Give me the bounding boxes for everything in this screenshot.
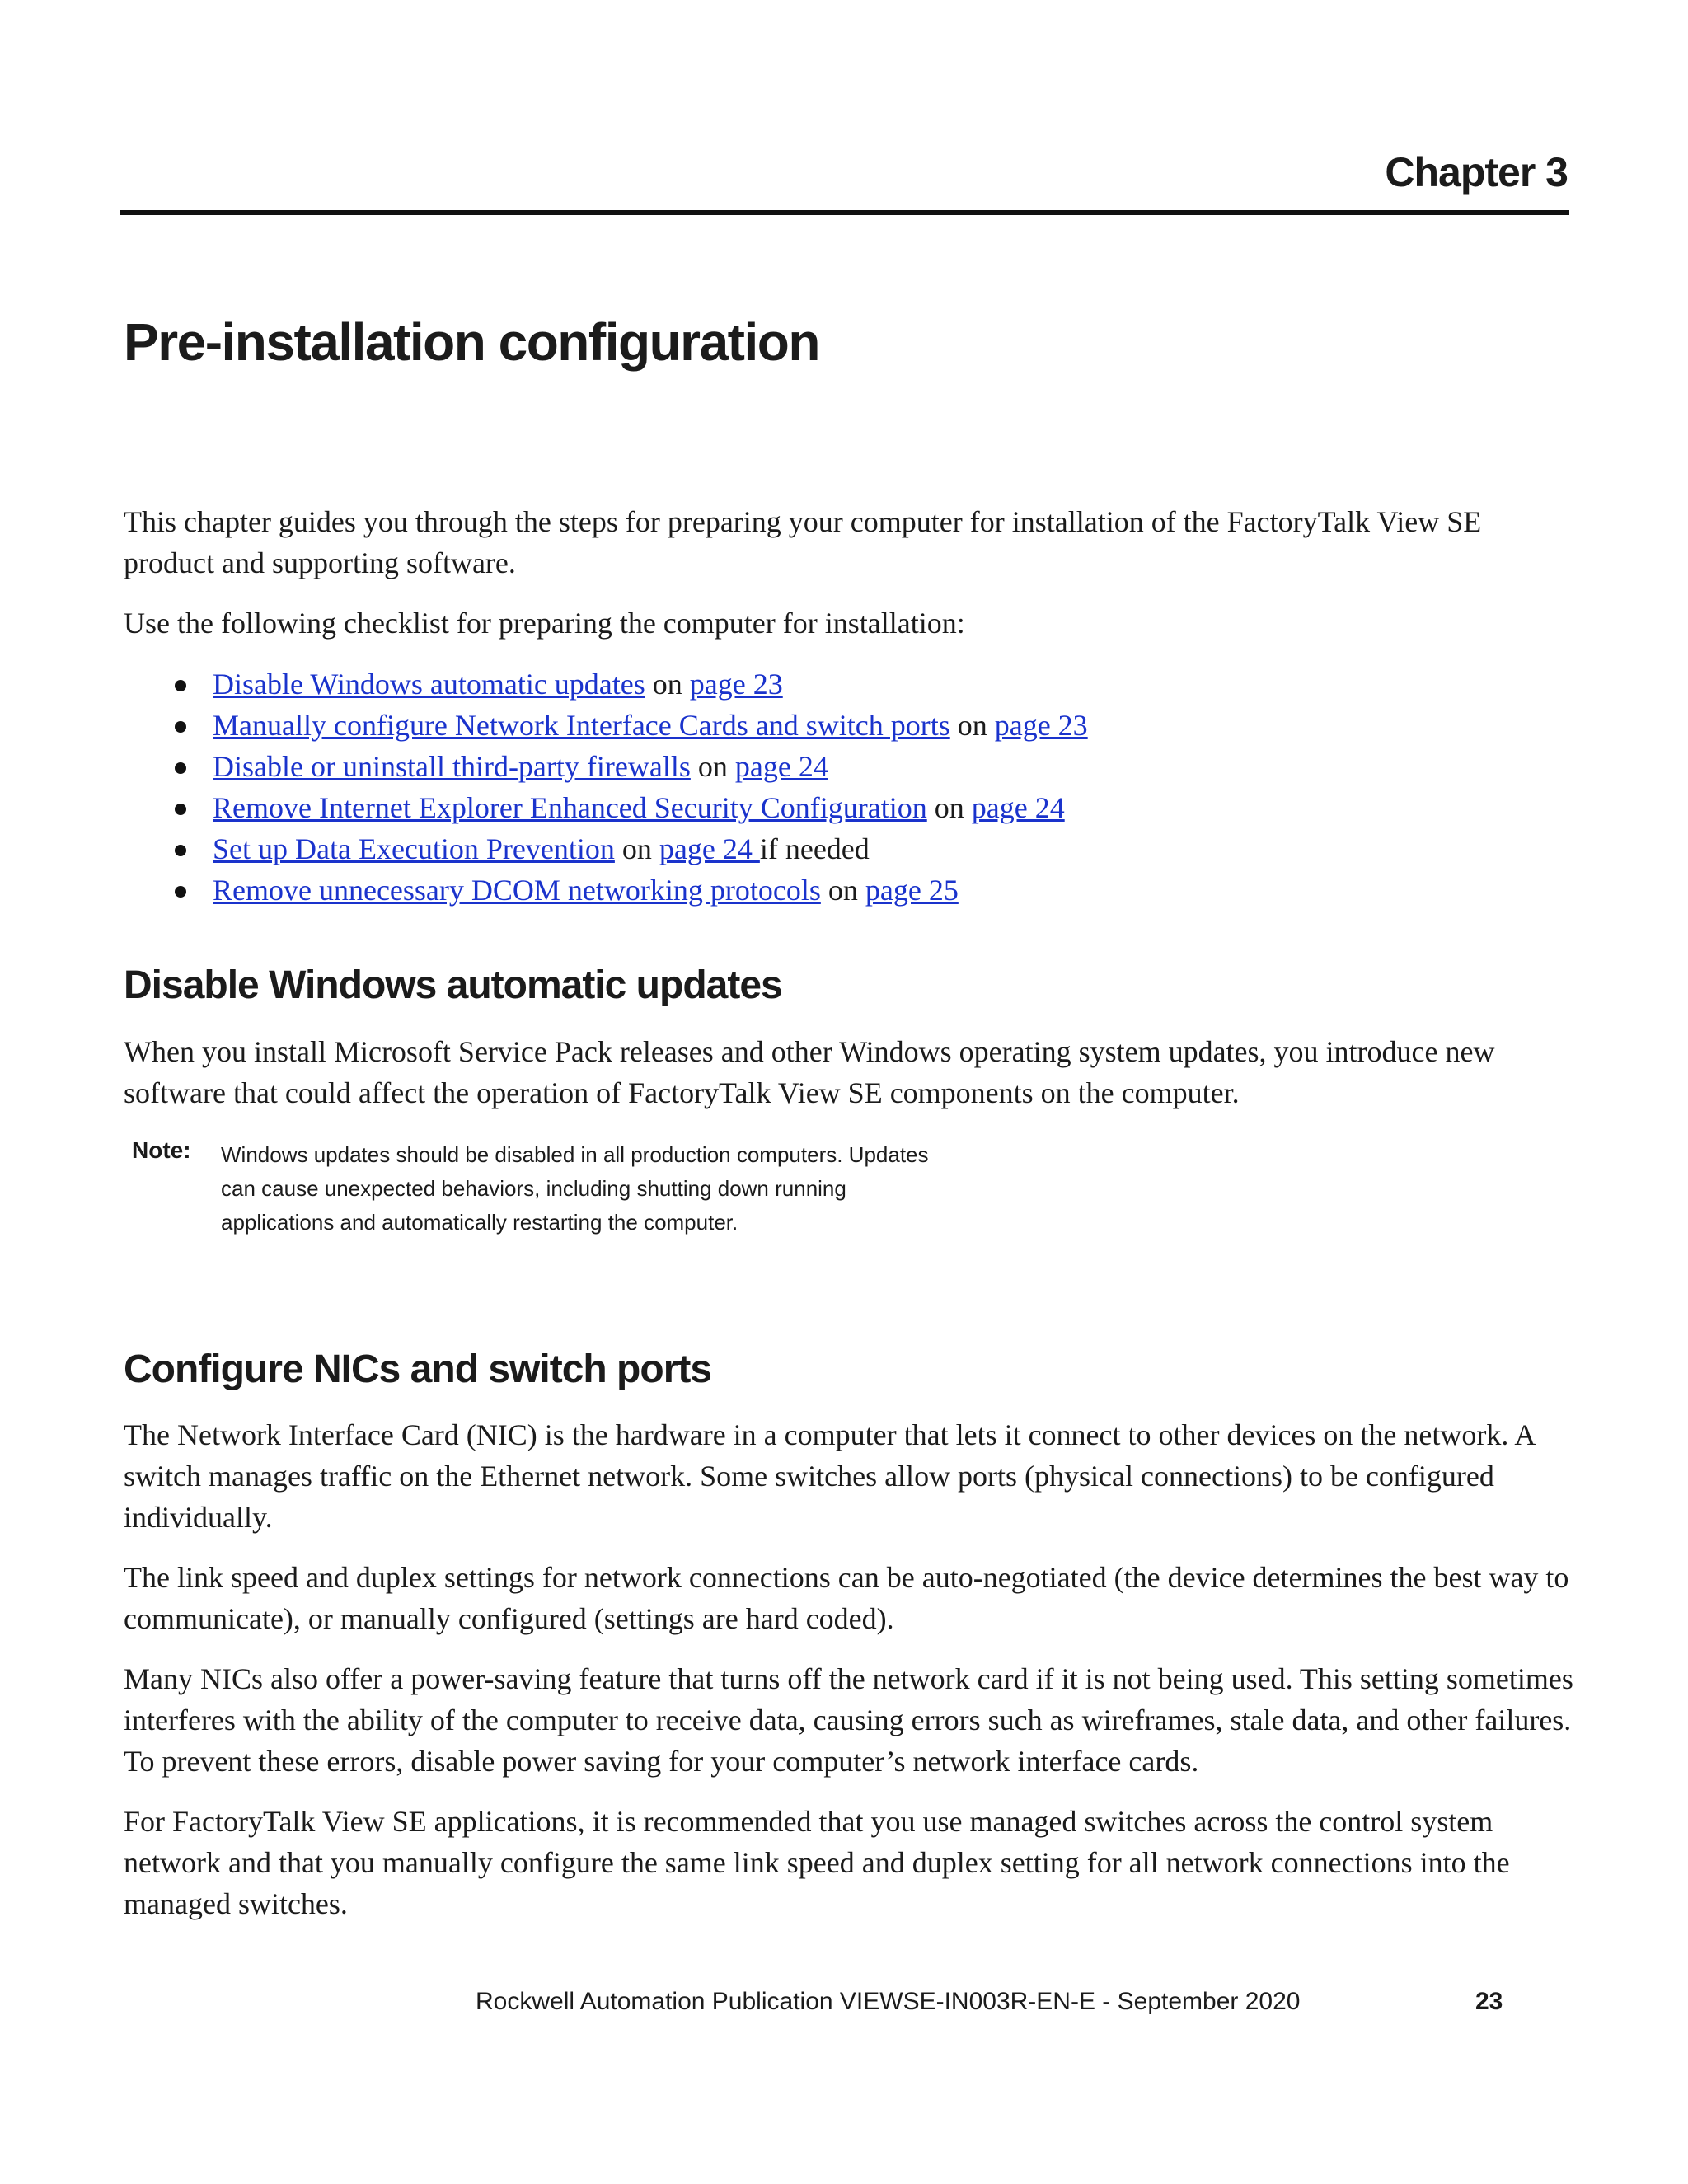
checklist-item [124,828,1574,869]
page-reference-link[interactable]: page 23 [994,709,1088,742]
updates-paragraph: When you install Microsoft Service Pack releases and other Windows operating system updates, you introduce new software that could affect the operation of FactoryTalk View SE components on the computer. [124,1035,1495,1109]
nics-paragraph: The Network Interface Card (NIC) is the hardware in a computer that lets it connect to other devices on the network. A switch manages traffic on the Ethernet network. Some switches allow ports (physical connections) to be configured individually. [124,1418,1535,1534]
footer-publication: Rockwell Automation Publication VIEWSE-IN003R-EN-E - September 2020 [476,1988,1301,2015]
note-label: Note: [132,1137,191,1163]
checklist-on-text: on [950,709,995,742]
checklist [124,663,1574,911]
checklist-item [124,705,1574,746]
page-reference-link[interactable]: page 24 [734,750,828,783]
page-reference-link[interactable]: page 25 [865,874,959,907]
checklist-item [124,746,1574,787]
section-heading-configure-nics: Configure NICs and switch ports [124,1347,712,1391]
bullet-icon [175,886,186,898]
bullet-icon [175,804,186,815]
checklist-on-text: on [645,668,690,701]
checklist-link-ie-esc[interactable]: Remove Internet Explorer Enhanced Security Configuration [213,791,927,824]
bullet-icon [175,721,186,733]
checklist-lead: Use the following checklist for preparing the computer for installation: [124,607,965,640]
checklist-item [124,787,1574,828]
intro-section [124,501,1574,911]
bullet-icon [175,680,186,691]
note-text: Windows updates should be disabled in all production computers. Updates can cause unexpected behaviors, including shutting down running applications and automatically restarting the computer. [221,1142,929,1235]
checklist-on-text: on [926,791,972,824]
checklist-link-configure-nics[interactable]: Manually configure Network Interface Cards and switch ports [213,709,950,742]
chapter-label: Chapter 3 [1385,149,1568,195]
checklist-on-text: on [614,832,659,865]
nics-paragraph: Many NICs also offer a power-saving feature that turns off the network card if it is not being used. This setting sometimes interferes with the ability of the computer to receive data, causing errors such as wireframes, stale data, and other failures. To prevent these errors, disable power saving for your computer’s network interface cards. [124,1662,1573,1778]
page-reference-link[interactable]: page 24 [971,791,1065,824]
chapter-divider [120,210,1569,215]
nics-section-body [124,1414,1574,1924]
bullet-icon [175,845,186,856]
checklist-on-text: on [690,750,735,783]
checklist-suffix-text: if needed [759,832,870,865]
page-reference-link[interactable]: page 24 [659,832,760,865]
nics-paragraph: For FactoryTalk View SE applications, it is recommended that you use managed switches across the control system network and that you manually configure the same link speed and duplex setting for all network connections into the managed switches. [124,1805,1510,1920]
checklist-link-disable-updates[interactable]: Disable Windows automatic updates [213,668,645,701]
bullet-icon [175,762,186,774]
intro-paragraph: This chapter guides you through the steps for preparing your computer for installation of the FactoryTalk View SE product and supporting software. [124,505,1482,579]
section-heading-disable-updates: Disable Windows automatic updates [124,963,782,1007]
checklist-link-dcom[interactable]: Remove unnecessary DCOM networking protocols [213,874,821,907]
checklist-item [124,663,1574,705]
checklist-item [124,869,1574,911]
page-number: 23 [1475,1988,1503,2015]
updates-section-body [124,1031,1574,1113]
nics-paragraph: The link speed and duplex settings for network connections can be auto-negotiated (the device determines the best way to communicate), or manually configured (settings are hard coded). [124,1561,1569,1635]
page-title: Pre-installation configuration [124,312,819,372]
checklist-link-dep[interactable]: Set up Data Execution Prevention [213,832,615,865]
checklist-link-firewalls[interactable]: Disable or uninstall third-party firewalls [213,750,691,783]
page-reference-link[interactable]: page 23 [689,668,783,701]
checklist-on-text: on [820,874,865,907]
